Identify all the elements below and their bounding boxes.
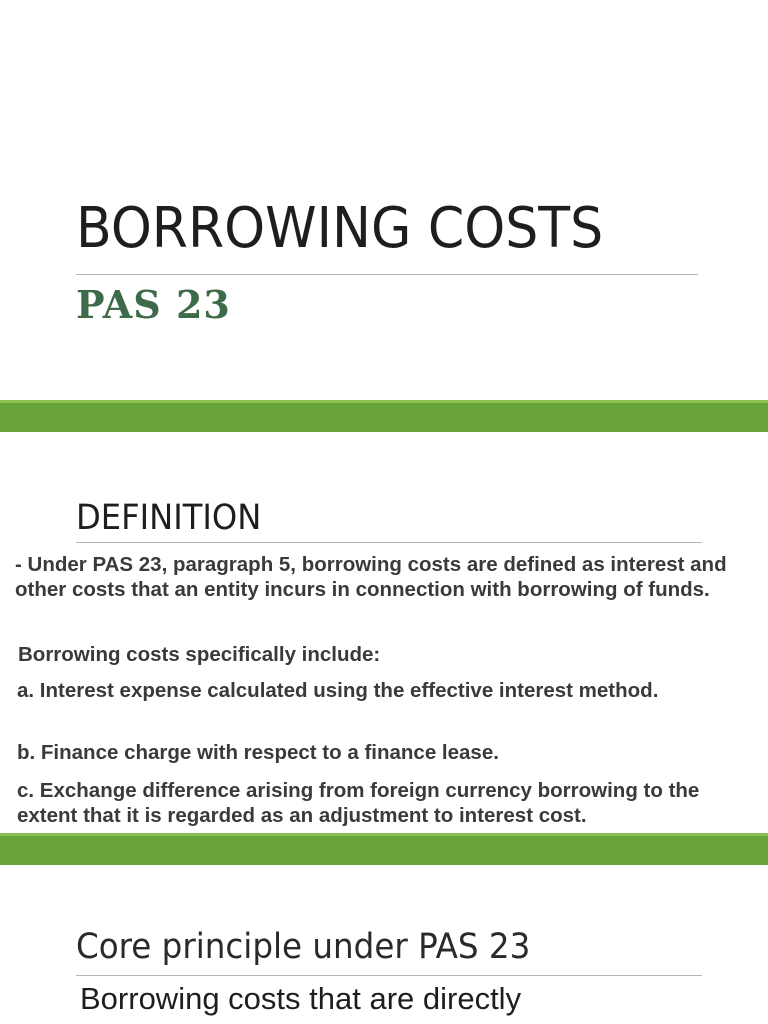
- slide-separator-band: [0, 400, 768, 432]
- core-principle-body: Borrowing costs that are directly: [80, 981, 522, 1016]
- core-principle-divider: [76, 975, 702, 976]
- definition-heading: DEFINITION: [76, 498, 262, 538]
- include-item-b: b. Finance charge with respect to a finance lease.: [17, 741, 499, 764]
- include-item-a: a. Interest expense calculated using the effective interest method.: [17, 679, 659, 702]
- title-slide: [0, 0, 768, 400]
- include-item-c: c. Exchange difference arising from foreign currency borrowing to the extent that it is regarded as an adjustment to interest cost.: [17, 779, 700, 827]
- definition-paragraph: - Under PAS 23, paragraph 5, borrowing costs are defined as interest and other costs that an entity incurs in connection with borrowing of funds.: [15, 553, 727, 601]
- core-principle-slide: [0, 865, 768, 1024]
- title-divider: [76, 274, 698, 275]
- core-principle-heading: Core principle under PAS 23: [76, 927, 531, 967]
- slide-subtitle: PAS 23: [76, 282, 231, 327]
- include-intro: Borrowing costs specifically include:: [18, 643, 381, 666]
- definition-slide: [0, 432, 768, 833]
- slide-title: BORROWING COSTS: [76, 196, 604, 261]
- definition-divider: [76, 542, 702, 543]
- slide-separator-band: [0, 833, 768, 865]
